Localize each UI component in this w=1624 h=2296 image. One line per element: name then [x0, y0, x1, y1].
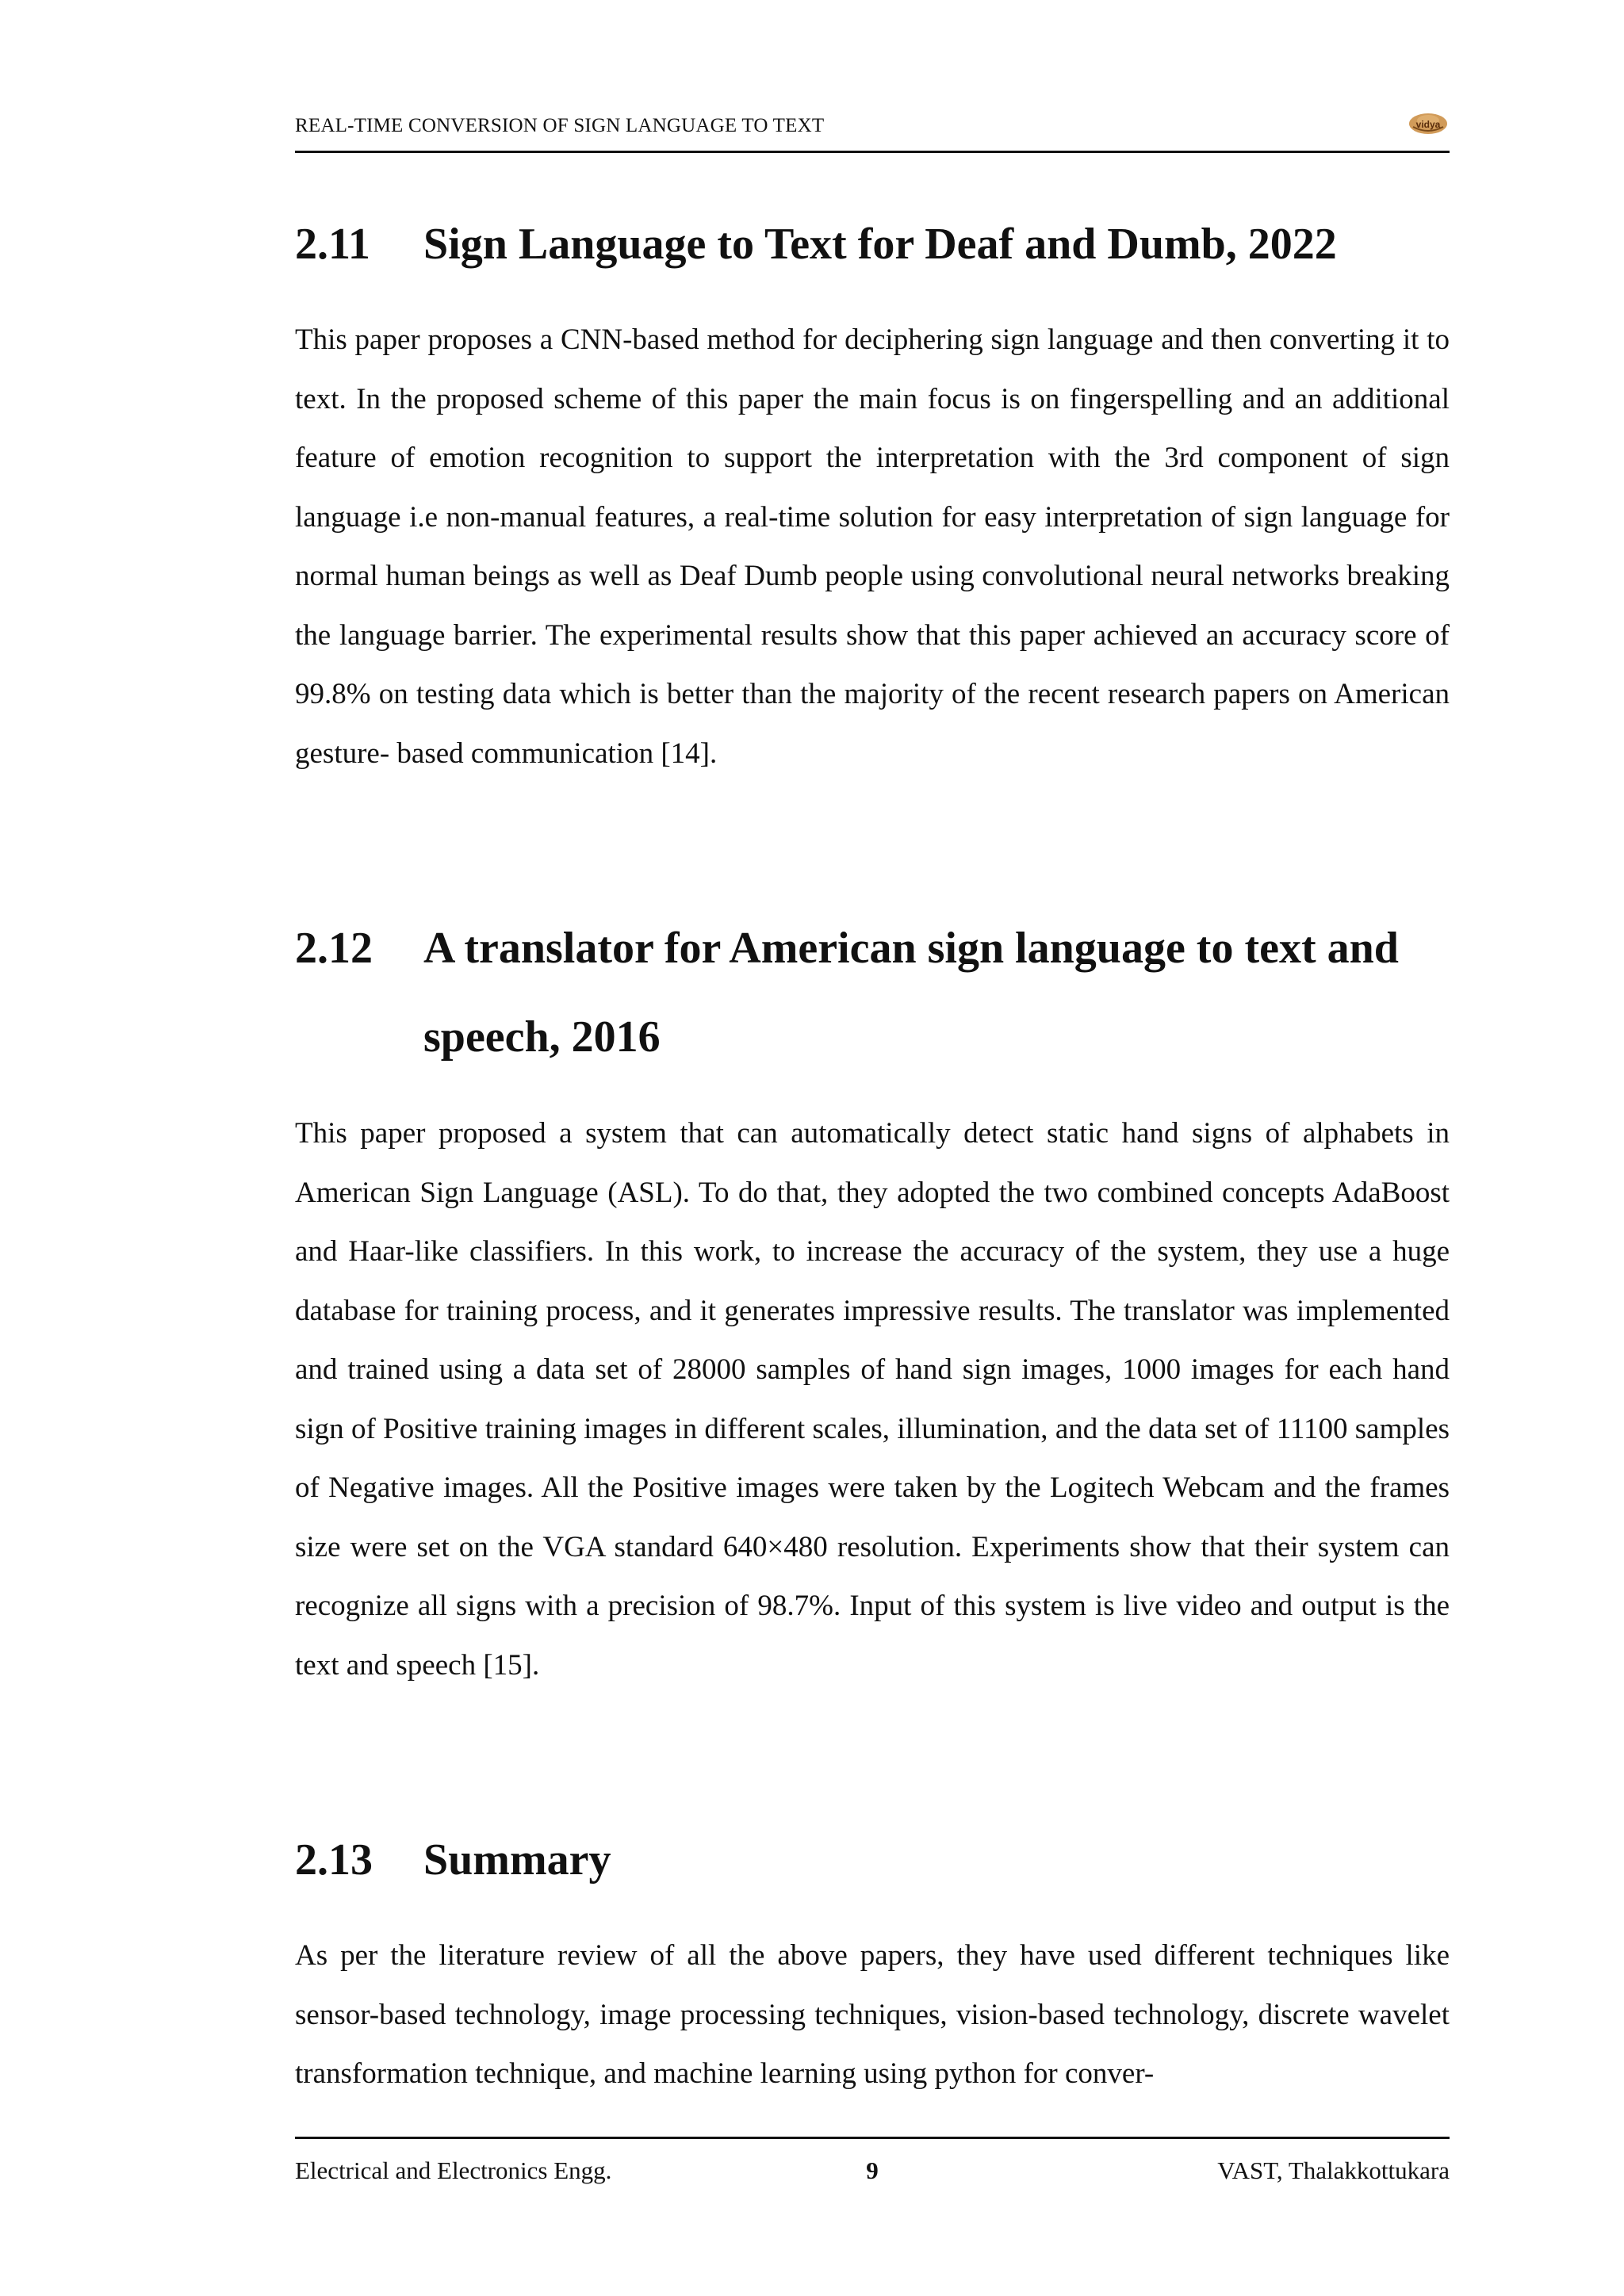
footer-institution: VAST, Thalakkottukara [1217, 2156, 1450, 2184]
running-footer [295, 2137, 1450, 2187]
section-paragraph-2-13: As per the literature review of all the above papers, they have used different techniques like sensor-based technology, image processing techniques, vision-based technology, discrete wavelet transformation technique, and machine learning using python for conver- [295, 1939, 1450, 2090]
running-header [295, 114, 1450, 153]
section-paragraph-2-12: This paper proposed a system that can automatically detect static hand signs of alphabets in American Sign Language (ASL). To do that, they adopted the two combined concepts AdaBoost and Haar-like classifiers. In this work, to increase the accuracy of the system, they use a huge database for training process, and it generates impressive results. The translator was implemented and trained using a data set of 28000 samples of hand sign images, 1000 images for each hand sign of Positive training images in different scales, illumination, and the data set of 11100 samples of Negative images. All the Positive images were taken by the Logitech Webcam and the frames size were set on the VGA standard 640×480 resolution. Experiments show that their system can recognize all signs with a precision of 98.7%. Input of this system is live video and output is the text and speech [15]. [295, 1117, 1450, 1682]
page-number: 9 [866, 2156, 879, 2184]
section-title-text: A translator for American sign language to text and speech, 2016 [423, 924, 1399, 1062]
logo-text: vidya [1415, 119, 1441, 130]
footer-department: Electrical and Electronics Engg. [295, 2156, 612, 2184]
section-heading-2-12 [295, 904, 1450, 1081]
vidya-logo [1407, 109, 1450, 138]
section-number: 2.13 [295, 1835, 373, 1885]
document-page [295, 0, 1450, 2296]
section-heading-2-13 [295, 1816, 1450, 1904]
section-heading-2-11 [295, 200, 1450, 289]
section-number: 2.11 [295, 220, 370, 269]
section-title-text: Sign Language to Text for Deaf and Dumb, 2022 [423, 220, 1337, 269]
header-title: REAL-TIME CONVERSION OF SIGN LANGUAGE TO TEXT [295, 115, 825, 136]
section-title-text: Summary [423, 1835, 611, 1885]
section-number: 2.12 [295, 924, 373, 973]
section-paragraph-2-11: This paper proposes a CNN-based method for deciphering sign language and then converting it to text. In the proposed scheme of this paper the main focus is on fingerspelling and an additional feature of emotion recognition to support the interpretation with the 3rd component of sign language i.e non-manual features, a real-time solution for easy interpretation of sign language for normal human beings as well as Deaf Dumb people using convolutional neural networks breaking the language barrier. The experimental results show that this paper achieved an accuracy score of 99.8% on testing data which is better than the majority of the recent research papers on American gesture- based communication [14]. [295, 323, 1450, 770]
